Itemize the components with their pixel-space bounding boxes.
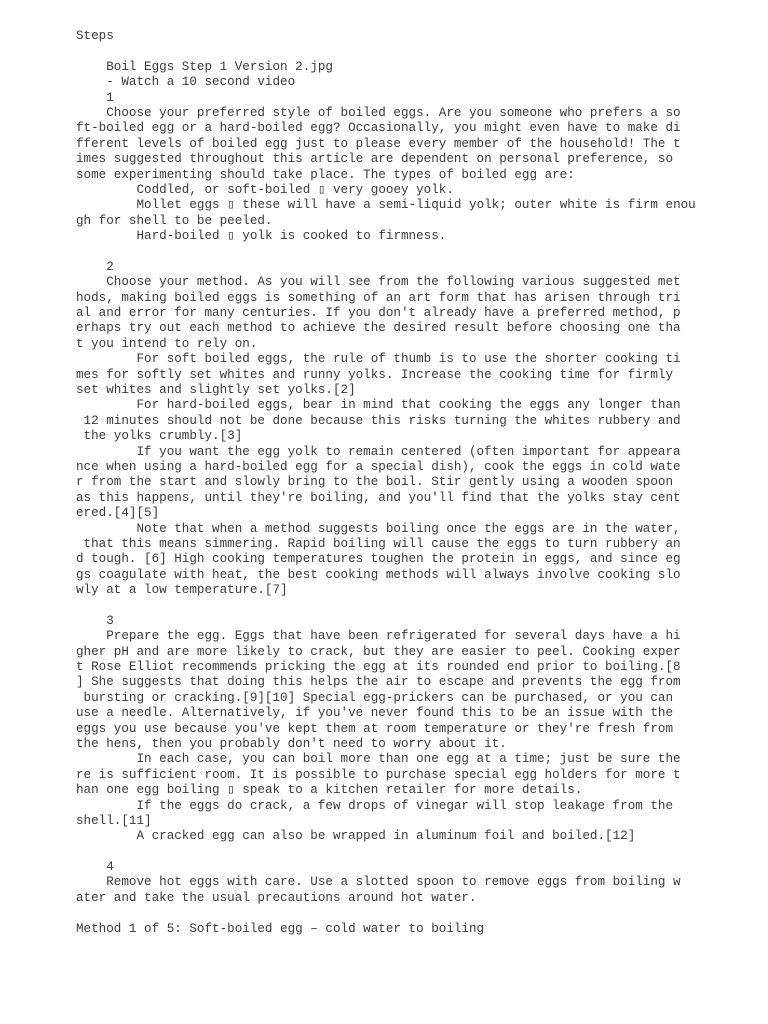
- text-line: Hard-boiled ▯ yolk is cooked to firmness.: [76, 229, 447, 244]
- text-line: as this happens, until they're boiling, and you'll find that the yolks stay cent: [76, 490, 681, 505]
- text-line: the yolks crumbly.[3]: [76, 429, 243, 444]
- text-line: Remove hot eggs with care. Use a slotted spoon to remove eggs from boiling w: [76, 875, 681, 890]
- text-line: ] She suggests that doing this helps the air to escape and prevents the egg from: [76, 675, 681, 690]
- text-line: eggs you use because you've kept them at room temperature or they're fresh from: [76, 721, 674, 736]
- text-line: set whites and slightly set yolks.[2]: [76, 382, 356, 397]
- text-line: 4: [76, 860, 114, 875]
- text-line: the hens, then you probably don't need to worry about it.: [76, 736, 507, 751]
- text-line: Coddled, or soft-boiled ▯ very gooey yolk.: [76, 182, 454, 197]
- text-line: If you want the egg yolk to remain centered (often important for appeara: [76, 444, 681, 459]
- text-line: If the eggs do crack, a few drops of vinegar will stop leakage from the: [76, 798, 674, 813]
- text-line: re is sufficient room. It is possible to purchase special egg holders for more t: [76, 767, 681, 782]
- text-line: ater and take the usual precautions around hot water.: [76, 890, 477, 905]
- text-line: wly at a low temperature.[7]: [76, 583, 288, 598]
- text-line: 12 minutes should not be done because this risks turning the whites rubbery and: [76, 413, 681, 428]
- text-line: r from the start and slowly bring to the boil. Stir gently using a wooden spoon: [76, 475, 674, 490]
- text-line: Method 1 of 5: Soft-boiled egg – cold water to boiling: [76, 921, 485, 936]
- text-line: t you intend to rely on.: [76, 336, 258, 351]
- text-line: 3: [76, 613, 114, 628]
- text-line: Boil Eggs Step 1 Version 2.jpg: [76, 59, 333, 74]
- text-line: For hard-boiled eggs, bear in mind that cooking the eggs any longer than: [76, 398, 681, 413]
- text-line: [76, 845, 756, 860]
- text-line: ft-boiled egg or a hard-boiled egg? Occasionally, you might even have to make di: [76, 121, 681, 136]
- text-line: Choose your preferred style of boiled eggs. Are you someone who prefers a so: [76, 105, 681, 120]
- text-line: shell.[11]: [76, 813, 152, 828]
- text-line: [76, 598, 756, 613]
- text-line: use a needle. Alternatively, if you've never found this to be an issue with the: [76, 706, 674, 721]
- text-line: al and error for many centuries. If you don't already have a preferred method, p: [76, 306, 681, 321]
- text-line: Note that when a method suggests boiling once the eggs are in the water,: [76, 521, 681, 536]
- text-line: A cracked egg can also be wrapped in aluminum foil and boiled.[12]: [76, 829, 636, 844]
- document-text: [76, 29, 756, 937]
- text-line: 2: [76, 259, 114, 274]
- text-line: Steps: [76, 29, 114, 43]
- text-line: imes suggested throughout this article are dependent on personal preference, so: [76, 152, 674, 167]
- text-line: fferent levels of boiled egg just to please every member of the household! The t: [76, 136, 681, 151]
- text-line: that this means simmering. Rapid boiling will cause the eggs to turn rubbery an: [76, 536, 681, 551]
- text-line: bursting or cracking.[9][10] Special egg-prickers can be purchased, or you can: [76, 690, 674, 705]
- text-line: gs coagulate with heat, the best cooking methods will always involve cooking slo: [76, 567, 681, 582]
- text-line: [76, 906, 756, 921]
- text-line: 1: [76, 90, 114, 105]
- text-line: nce when using a hard-boiled egg for a special dish), cook the eggs in cold wate: [76, 459, 681, 474]
- text-line: hods, making boiled eggs is something of an art form that has arisen through tri: [76, 290, 681, 305]
- text-line: In each case, you can boil more than one egg at a time; just be sure the: [76, 752, 681, 767]
- text-line: [76, 244, 756, 259]
- text-line: [76, 44, 756, 59]
- text-line: Prepare the egg. Eggs that have been refrigerated for several days have a hi: [76, 629, 681, 644]
- text-line: some experimenting should take place. The types of boiled egg are:: [76, 167, 575, 182]
- text-line: han one egg boiling ▯ speak to a kitchen retailer for more details.: [76, 783, 583, 798]
- text-line: t Rose Elliot recommends pricking the egg at its rounded end prior to boiling.[8: [76, 660, 681, 675]
- text-line: d tough. [6] High cooking temperatures toughen the protein in eggs, and since eg: [76, 552, 681, 567]
- text-line: gher pH and are more likely to crack, but they are easier to peel. Cooking exper: [76, 644, 681, 659]
- text-line: Choose your method. As you will see from the following various suggested met: [76, 275, 681, 290]
- text-line: gh for shell to be peeled.: [76, 213, 273, 228]
- text-line: - Watch a 10 second video: [76, 75, 296, 90]
- text-line: For soft boiled eggs, the rule of thumb is to use the shorter cooking ti: [76, 352, 681, 367]
- text-line: ered.[4][5]: [76, 506, 160, 521]
- text-line: erhaps try out each method to achieve the desired result before choosing one tha: [76, 321, 681, 336]
- text-line: Mollet eggs ▯ these will have a semi-liquid yolk; outer white is firm enou: [76, 198, 696, 213]
- text-line: mes for softly set whites and runny yolks. Increase the cooking time for firmly: [76, 367, 674, 382]
